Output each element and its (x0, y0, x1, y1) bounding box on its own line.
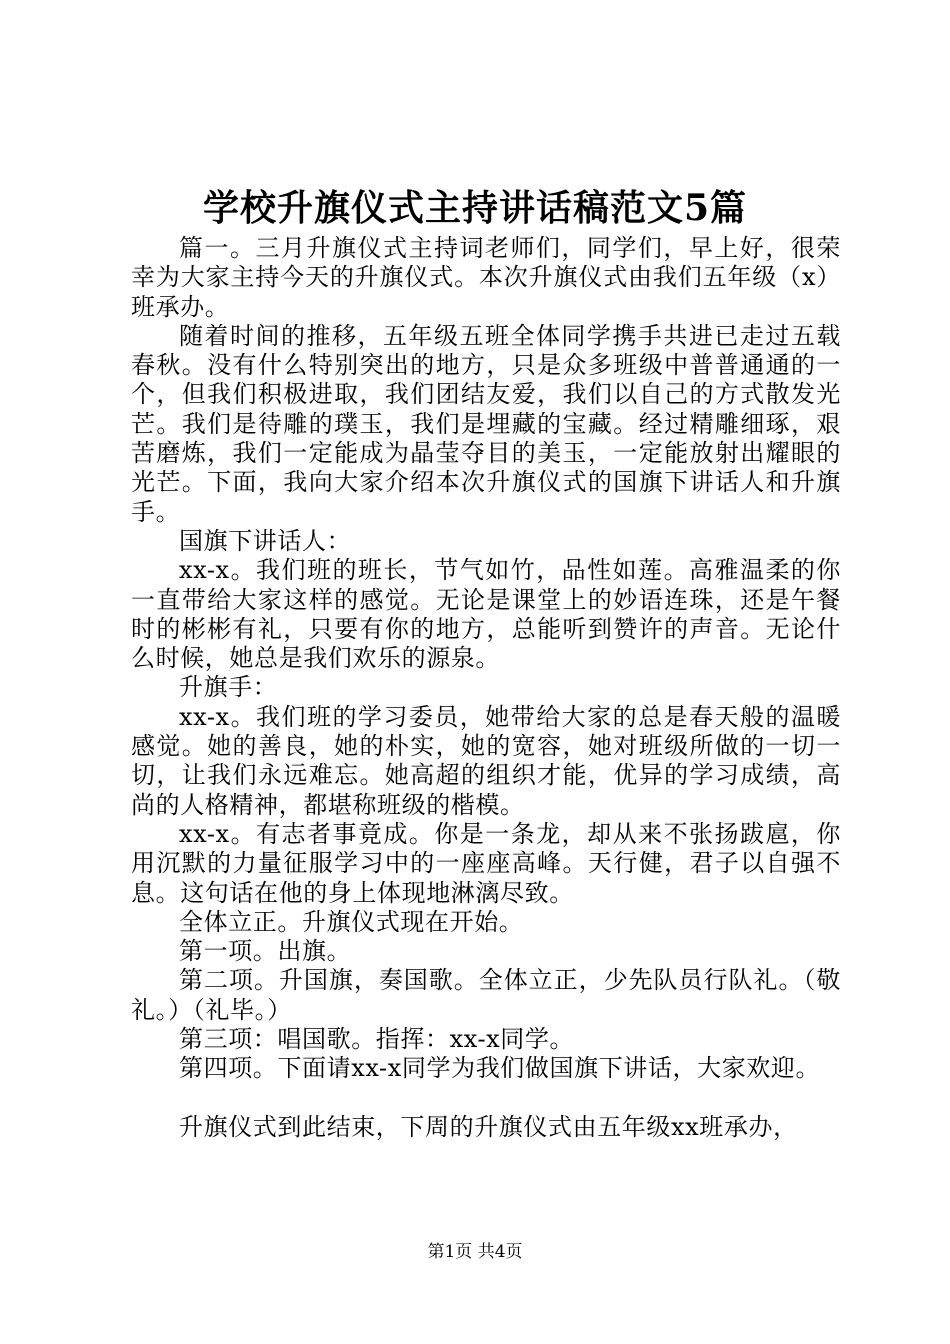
paragraph-closing: 升旗仪式到此结束，下周的升旗仪式由五年级xx班承办， (179, 1112, 798, 1141)
document-body (131, 234, 841, 1142)
paragraph-intro: 篇一。三月升旗仪式主持词老师们，同学们，早上好，很荣幸为大家主持今天的升旗仪式。本次升旗仪式由我们五年级（x）班承办。 (131, 234, 841, 321)
paragraph-gap (131, 1084, 841, 1113)
paragraph-stand-attention: 全体立正。升旗仪式现在开始。 (179, 907, 524, 936)
paragraph-flagbearer-heading: 升旗手： (179, 673, 278, 702)
paragraph-flagbearer-bio-2: xx-x。有志者事竟成。你是一条龙，却从来不张扬跋扈，你用沉默的力量征服学习中的一座座高峰。天行健，君子以自强不息。这句话在他的身上体现地淋漓尽致。 (131, 819, 841, 907)
page-footer: 第1页 共4页 (427, 1242, 523, 1262)
paragraph-speaker-bio: xx-x。我们班的班长，节气如竹，品性如莲。高雅温柔的你一直带给大家这样的感觉。无论是课堂上的妙语连珠，还是午餐时的彬彬有礼，只要有你的地方，总能听到赞许的声音。无论什么时候，她总是我们欢乐的源泉。 (131, 556, 841, 673)
paragraph-item-1: 第一项。出旗。 (179, 937, 352, 966)
paragraph-class-intro: 随着时间的推移，五年级五班全体同学携手共进已走过五载春秋。没有什么特别突出的地方，只是众多班级中普普通通的一个，但我们积极进取，我们团结友爱，我们以自己的方式散发光芒。我们是待雕的璞玉，我们是埋藏的宝藏。经过精雕细琢，艰苦磨炼，我们一定能成为晶莹夺目的美玉，一定能放射出耀眼的光芒。下面，我向大家介绍本次升旗仪式的国旗下讲话人和升旗手。 (131, 321, 841, 526)
paragraph-speaker-heading: 国旗下讲话人： (179, 526, 352, 555)
paragraph-flagbearer-bio-1: xx-x。我们班的学习委员，她带给大家的总是春天般的温暖感觉。她的善良，她的朴实，她的宽容，她对班级所做的一切一切，让我们永远难忘。她高超的组织才能，优异的学习成绩，高尚的人格精神，都堪称班级的楷模。 (131, 702, 841, 819)
paragraph-item-4: 第四项。下面请xx-x同学为我们做国旗下讲话，大家欢迎。 (179, 1054, 821, 1083)
paragraph-item-2: 第二项。升国旗，奏国歌。全体立正，少先队员行队礼。（敬礼。）（礼毕。） (131, 966, 841, 1024)
document-title: 学校升旗仪式主持讲话稿范文5篇 (202, 187, 748, 229)
paragraph-item-3: 第三项：唱国歌。指挥：xx-x同学。 (179, 1025, 575, 1054)
